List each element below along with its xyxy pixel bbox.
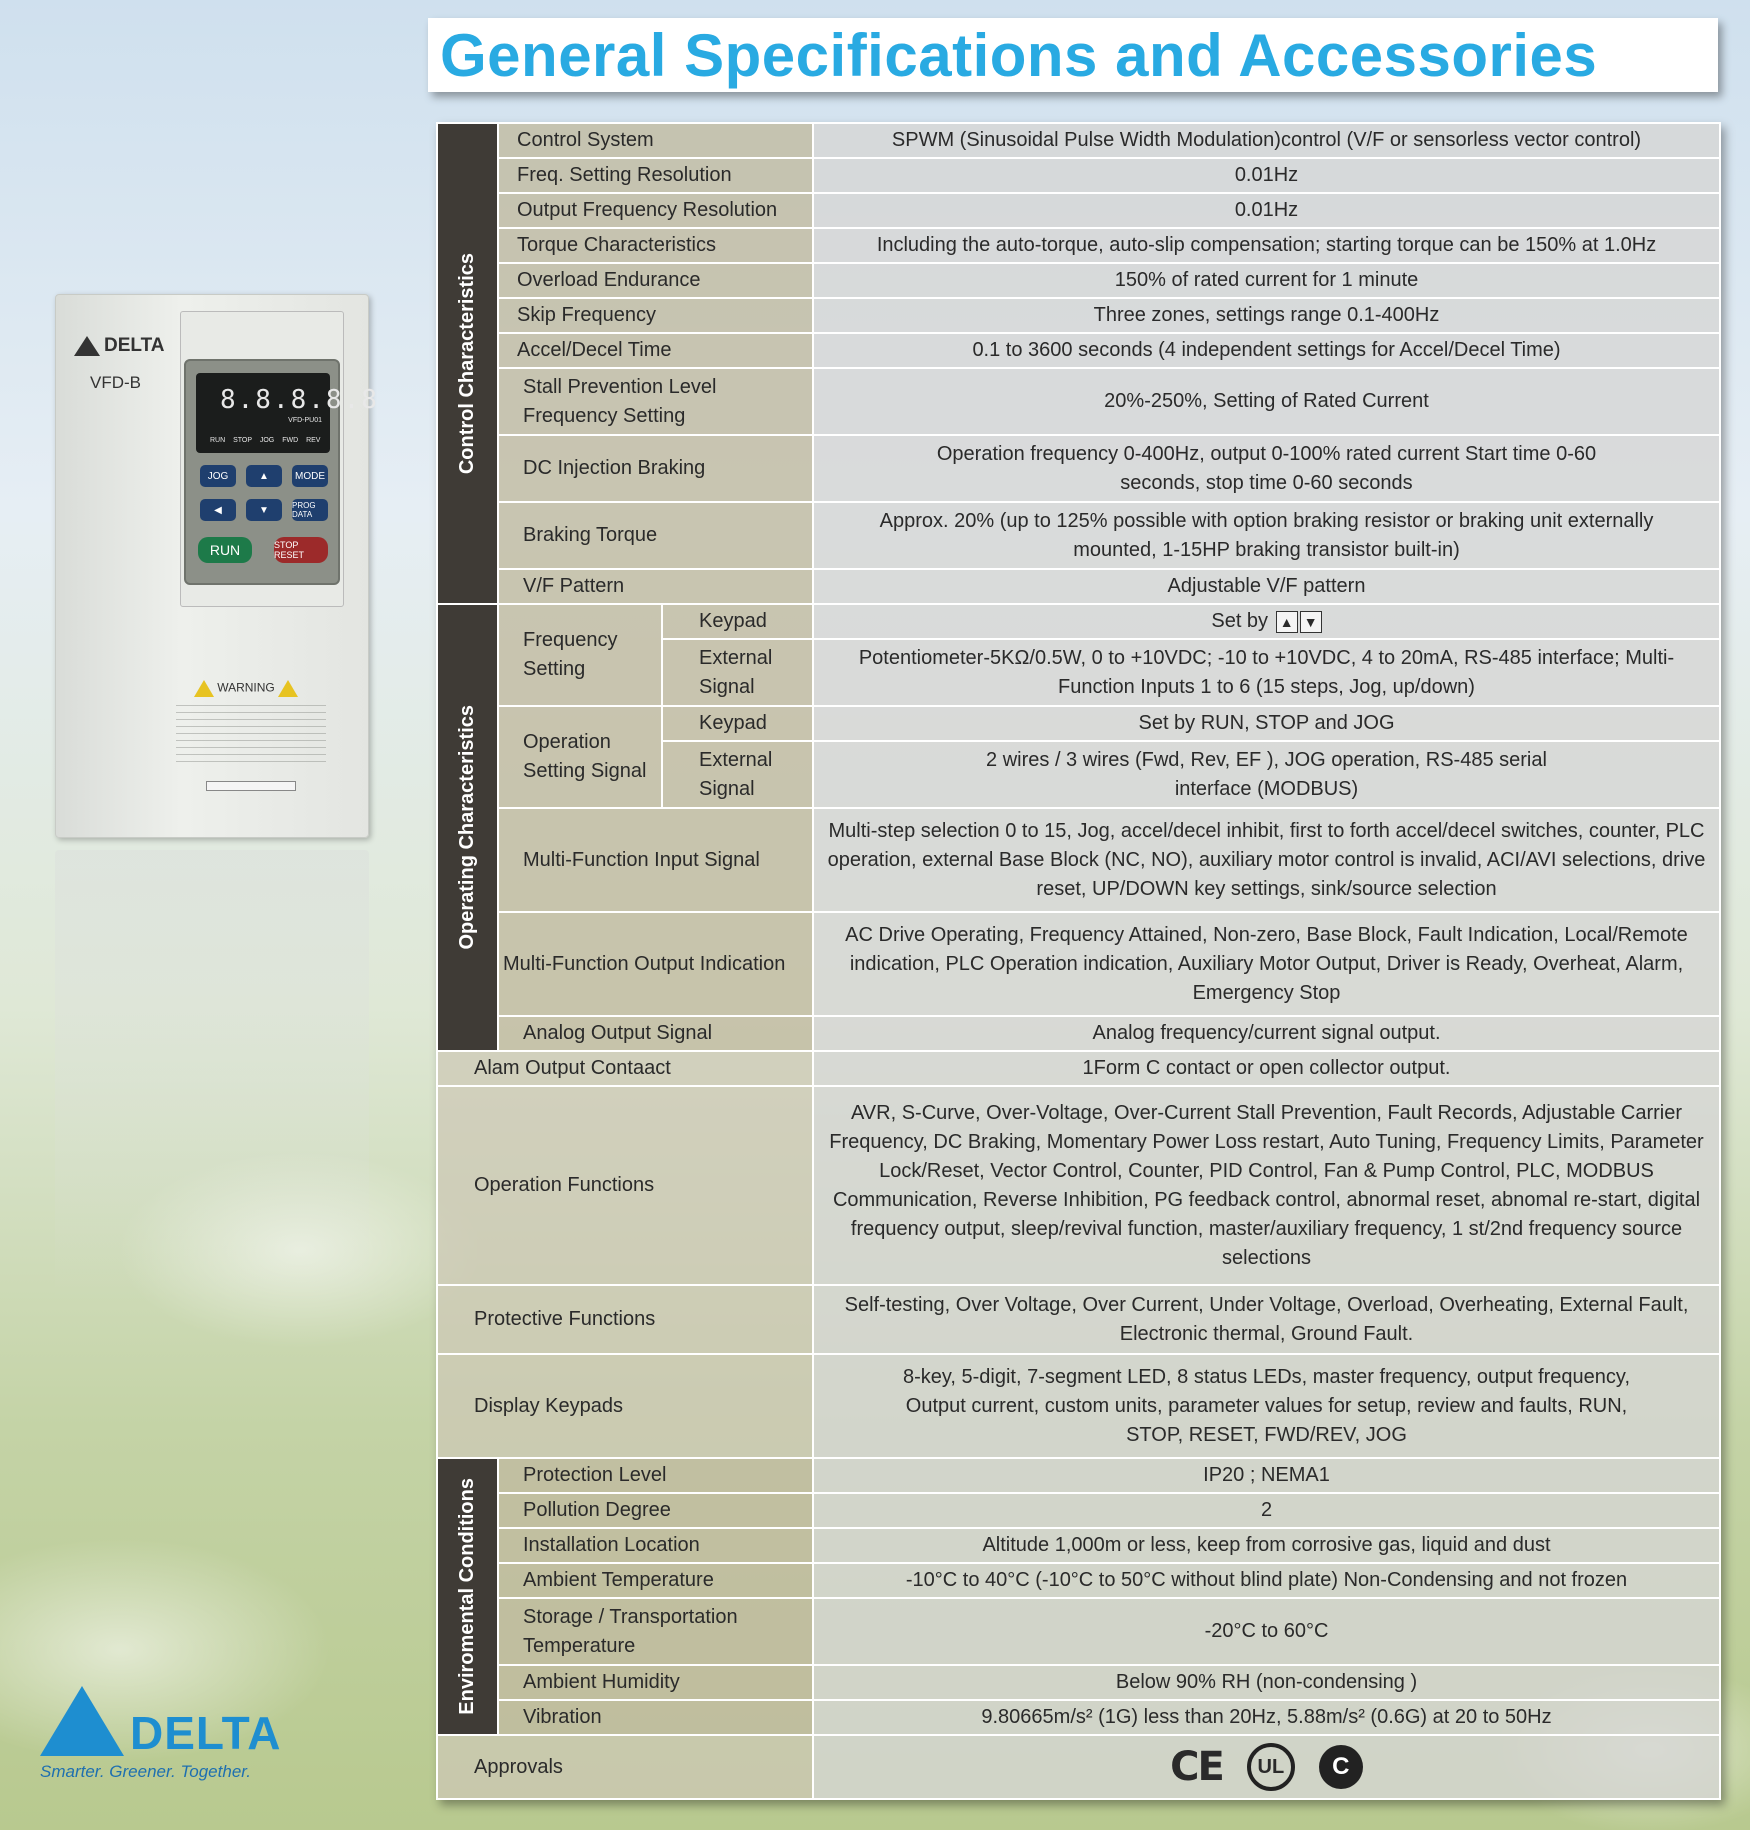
- table-row: [437, 193, 1720, 228]
- row-value: 2 wires / 3 wires (Fwd, Rev, EF ), JOG operation, RS-485 serial interface (MODBUS): [813, 741, 1720, 808]
- logo-wordmark: DELTA: [130, 1707, 282, 1759]
- sub-label: Keypad: [662, 706, 813, 741]
- table-row: [437, 123, 1720, 158]
- row-label: DC Injection Braking: [498, 435, 813, 502]
- table-row: [437, 1700, 1720, 1735]
- row-value: Set by RUN, STOP and JOG: [813, 706, 1720, 741]
- down-key: ▼: [246, 499, 282, 521]
- run-key: RUN: [198, 537, 252, 563]
- sub-label: External Signal: [662, 741, 813, 808]
- table-row: [437, 263, 1720, 298]
- warning-label: [176, 680, 316, 697]
- row-value: Below 90% RH (non-condensing ): [813, 1665, 1720, 1700]
- row-label: Multi-Function Input Signal: [498, 808, 813, 912]
- page-title: General Specifications and Accessories: [440, 21, 1598, 89]
- row-label: Accel/Decel Time: [498, 333, 813, 368]
- row-value: Altitude 1,000m or less, keep from corrosive gas, liquid and dust: [813, 1528, 1720, 1563]
- display-model: VFD-PU01: [288, 417, 322, 424]
- table-row: [437, 912, 1720, 1016]
- row-label: Pollution Degree: [498, 1493, 813, 1528]
- row-label: Installation Location: [498, 1528, 813, 1563]
- row-label: Frequency Setting: [498, 604, 662, 706]
- drive-product-image: [55, 294, 379, 838]
- sub-label: Keypad: [662, 604, 813, 639]
- row-label: Overload Endurance: [498, 263, 813, 298]
- table-row: [437, 1665, 1720, 1700]
- ctick-mark-icon: C: [1319, 1745, 1363, 1789]
- row-label: Display Keypads: [437, 1354, 813, 1458]
- row-value: Three zones, settings range 0.1-400Hz: [813, 298, 1720, 333]
- delta-triangle-icon: [74, 336, 100, 356]
- table-row: [437, 158, 1720, 193]
- row-label: Analog Output Signal: [498, 1016, 813, 1051]
- row-label: Operation Functions: [437, 1086, 813, 1285]
- drive-keypad: [184, 359, 379, 585]
- row-value: 0.01Hz: [813, 193, 1720, 228]
- drive-model: VFD-B: [90, 373, 141, 392]
- group-label: Enviromental Conditions: [456, 1478, 478, 1715]
- row-label: Alam Output Contaact: [437, 1051, 813, 1086]
- row-value: -20°C to 60°C: [813, 1598, 1720, 1665]
- row-label: Protective Functions: [437, 1285, 813, 1354]
- row-label: Torque Characteristics: [498, 228, 813, 263]
- group-label: Operating Characteristics: [456, 705, 478, 950]
- row-value: Potentiometer-5KΩ/0.5W, 0 to +10VDC; -10 to +10VDC, 4 to 20mA, RS-485 interface; Multi-Function Inputs 1 to 6 (15 steps, Jog, up/down): [813, 639, 1720, 706]
- table-row: [437, 435, 1720, 502]
- up-key: ▲: [246, 465, 282, 487]
- title-banner: [428, 18, 1718, 92]
- drive-reflection: [55, 850, 369, 1300]
- warning-fine-print: [176, 705, 326, 765]
- keypad-setting-text: Set by: [1211, 610, 1269, 632]
- row-label: Ambient Humidity: [498, 1665, 813, 1700]
- display-digits: 8.8.8.8.8: [220, 385, 379, 415]
- warning-icon: [194, 680, 214, 697]
- row-value: IP20 ; NEMA1: [813, 1458, 1720, 1493]
- rating-label: [206, 781, 296, 791]
- drive-display: [196, 373, 379, 453]
- jog-key: JOG: [200, 465, 236, 487]
- row-value: 8-key, 5-digit, 7-segment LED, 8 status LEDs, master frequency, output frequency, Output current, custom units, parameter values for setup, review and faults, RUN, STOP, RESET, FWD/REV, JOG: [813, 1354, 1720, 1458]
- table-row: [437, 502, 1720, 569]
- row-value: SPWM (Sinusoidal Pulse Width Modulation)control (V/F or sensorless vector control): [813, 123, 1720, 158]
- table-row: [437, 1458, 1720, 1493]
- row-label: Approvals: [437, 1735, 813, 1799]
- table-row: [437, 228, 1720, 263]
- delta-logo-icon: [40, 1686, 124, 1756]
- table-row: [437, 333, 1720, 368]
- table-row: [437, 1285, 1720, 1354]
- row-value: AVR, S-Curve, Over-Voltage, Over-Current Stall Prevention, Fault Records, Adjustable Carrier Frequency, DC Braking, Momentary Power Loss restart, Auto Tuning, Frequency Limits, Parameter Lock/Reset, Vector Control, Counter, PID Control, Fan & Pump Control, PLC, MODBUS Communication, Reverse Inhibition, PG feedback control, abnormal reset, abnomal re-start, digital frequency output, sleep/revival function, master/auxiliary frequency, 1 st/2nd frequency source selections: [813, 1086, 1720, 1285]
- row-label: Ambient Temperature: [498, 1563, 813, 1598]
- table-row: [437, 1051, 1720, 1086]
- table-row: [437, 298, 1720, 333]
- group-environmental: [437, 1458, 498, 1735]
- drive-brand: [74, 335, 165, 357]
- table-row: [437, 1598, 1720, 1665]
- row-value: 0.01Hz: [813, 158, 1720, 193]
- table-row: [437, 1528, 1720, 1563]
- group-operating: [437, 604, 498, 1051]
- mode-key: MODE: [292, 465, 328, 487]
- row-value: Adjustable V/F pattern: [813, 569, 1720, 604]
- row-value: Operation frequency 0-400Hz, output 0-100% rated current Start time 0-60 seconds, stop time 0-60 seconds: [813, 435, 1720, 502]
- table-row: [437, 1086, 1720, 1285]
- ul-mark-icon: UL: [1247, 1743, 1295, 1791]
- table-row: [437, 1735, 1720, 1799]
- table-row: [437, 1493, 1720, 1528]
- table-row: [437, 1016, 1720, 1051]
- row-label: Output Frequency Resolution: [498, 193, 813, 228]
- prog-data-key: PROG DATA: [292, 499, 328, 521]
- row-label: Skip Frequency: [498, 298, 813, 333]
- row-value: Multi-step selection 0 to 15, Jog, accel/decel inhibit, first to forth accel/decel switches, counter, PLC operation, external Base Block (NC, NO), auxiliary motor control is invalid, ACI/AVI selections, drive reset, UP/DOWN key settings, sink/source selection: [813, 808, 1720, 912]
- left-key: ◀: [200, 499, 236, 521]
- row-label: Storage / Transportation Temperature: [498, 1598, 813, 1665]
- table-row: [437, 808, 1720, 912]
- table-row: [437, 569, 1720, 604]
- row-value: 9.80665m/s² (1G) less than 20Hz, 5.88m/s² (0.6G) at 20 to 50Hz: [813, 1700, 1720, 1735]
- row-label: Freq. Setting Resolution: [498, 158, 813, 193]
- up-arrow-key-icon: ▲: [1276, 611, 1298, 633]
- row-value: 20%-250%, Setting of Rated Current: [813, 368, 1720, 435]
- row-label: Stall Prevention Level Frequency Setting: [498, 368, 813, 435]
- row-value: AC Drive Operating, Frequency Attained, Non-zero, Base Block, Fault Indication, Local/Remote indication, PLC Operation indication, Auxiliary Motor Output, Driver is Ready, Overheat, Alarm, Emergency Stop: [813, 912, 1720, 1016]
- row-label: Protection Level: [498, 1458, 813, 1493]
- row-label: Control System: [498, 123, 813, 158]
- table-row: [437, 1354, 1720, 1458]
- display-status-leds: RUN STOP JOG FWD REV: [210, 437, 321, 444]
- group-control: [437, 123, 498, 604]
- row-value: [813, 604, 1720, 639]
- row-label: V/F Pattern: [498, 569, 813, 604]
- row-value: Approx. 20% (up to 125% possible with option braking resistor or braking unit externally mounted, 1-15HP braking transistor built-in): [813, 502, 1720, 569]
- row-label: Operation Setting Signal: [498, 706, 662, 808]
- row-value: Analog frequency/current signal output.: [813, 1016, 1720, 1051]
- row-value: -10°C to 40°C (-10°C to 50°C without blind plate) Non-Condensing and not frozen: [813, 1563, 1720, 1598]
- approval-marks: [813, 1735, 1720, 1799]
- row-value: 2: [813, 1493, 1720, 1528]
- delta-logo: [40, 1686, 300, 1782]
- ce-mark-icon: CE: [1170, 1744, 1223, 1790]
- row-value: 1Form C contact or open collector output.: [813, 1051, 1720, 1086]
- table-row: [437, 1563, 1720, 1598]
- row-label: Multi-Function Output Indication: [498, 912, 813, 1016]
- spec-table: [436, 122, 1721, 1800]
- warning-icon: [278, 680, 298, 697]
- row-value: 150% of rated current for 1 minute: [813, 263, 1720, 298]
- row-value: Self-testing, Over Voltage, Over Current, Under Voltage, Overload, Overheating, External Fault, Electronic thermal, Ground Fault.: [813, 1285, 1720, 1354]
- sub-label: External Signal: [662, 639, 813, 706]
- table-row: [437, 368, 1720, 435]
- group-label: Control Characteristics: [456, 252, 478, 475]
- row-label: Braking Torque: [498, 502, 813, 569]
- table-row: [437, 706, 1720, 741]
- row-value: 0.1 to 3600 seconds (4 independent settings for Accel/Decel Time): [813, 333, 1720, 368]
- logo-tagline: Smarter. Greener. Together.: [40, 1762, 252, 1781]
- row-value: Including the auto-torque, auto-slip compensation; starting torque can be 150% at 1.0Hz: [813, 228, 1720, 263]
- row-label: Vibration: [498, 1700, 813, 1735]
- drive-brand-text: DELTA: [104, 335, 165, 356]
- table-row: [437, 604, 1720, 639]
- stop-reset-key: STOP RESET: [274, 537, 328, 563]
- down-arrow-key-icon: ▼: [1300, 611, 1322, 633]
- warning-text: WARNING: [217, 680, 275, 695]
